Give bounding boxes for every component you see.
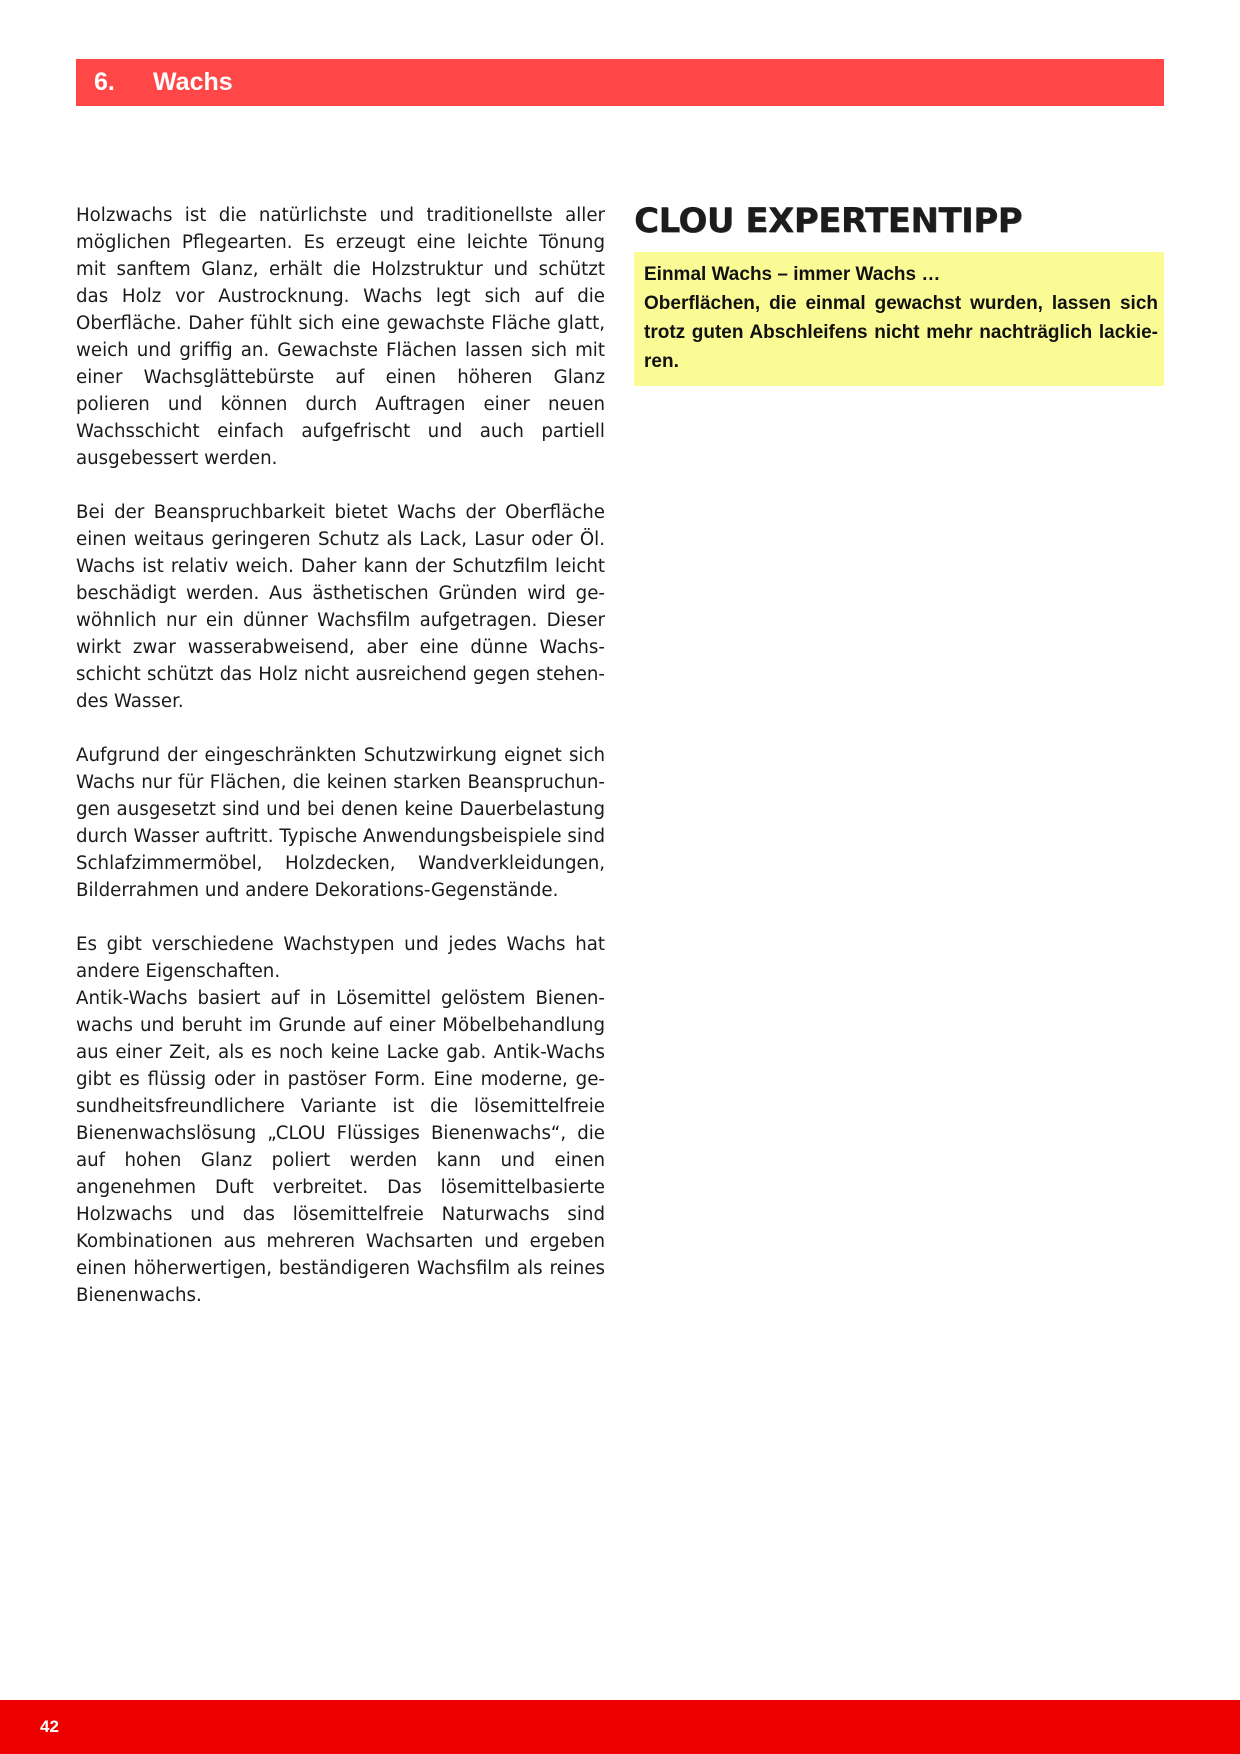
main-text-column — [76, 202, 605, 1336]
body-paragraph: Aufgrund der eingeschränkten Schutzwirkung eignet sich Wachs nur für Flächen, die keinen starken Beanspruchungen ausgesetzt sind und bei denen keine Dauerbelastung durch Wasser auftritt. Typische Anwendungsbeispiele sind Schlafzimmermöbel, Holzdecken, Wandverkleidungen, Bilderrahmen und andere Dekorations-Gegenstände. — [76, 745, 605, 901]
expert-tip-heading: Einmal Wachs – immer Wachs … — [644, 264, 941, 285]
footer-bar — [0, 1700, 1240, 1754]
expert-tip-box — [634, 252, 1164, 386]
section-number: 6. — [94, 68, 115, 96]
body-paragraph: Bei der Beanspruchbarkeit bietet Wachs der Oberfläche einen weitaus geringeren Schutz als Lack, Lasur oder Öl. Wachs ist relativ weich. Daher kann der Schutzfilm leicht beschädigt werden. Aus ästhetischen Gründen wird gewöhnlich nur ein dünner Wachsfilm aufgetragen. Dieser wirkt zwar wasserabweisend, aber eine dünne Wachsschicht schützt das Holz nicht ausreichend gegen stehendes Wasser. — [76, 502, 605, 712]
body-paragraph: Antik-Wachs basiert auf in Lösemittel gelöstem Bienenwachs und beruht im Grunde auf einer Möbelbehandlung aus einer Zeit, als es noch keine Lacke gab. Antik-Wachs gibt es flüssig oder in pastöser Form. Eine moderne, gesundheitsfreundlichere Variante ist die lösemittelfreie Bienenwachslösung „CLOU Flüssiges Bienenwachs“, die auf hohen Glanz poliert werden kann und einen angenehmen Duft verbreitet. Das lösemittelbasierte Holzwachs und das lösemittelfreie Naturwachs sind Kombinationen aus mehreren Wachsarten und ergeben einen höherwertigen, beständigeren Wachsfilm als reines Bienenwachs. — [76, 988, 605, 1306]
expert-tip-column — [634, 200, 1164, 386]
body-paragraph: Es gibt verschiedene Wachstypen und jedes Wachs hat andere Eigenschaften. — [76, 934, 605, 982]
section-title: Wachs — [153, 68, 233, 96]
body-paragraph: Holzwachs ist die natürlichste und traditionellste aller möglichen Pflegearten. Es erzeugt eine leichte Tönung mit sanftem Glanz, erhält die Holzstruktur und schützt das Holz vor Austrocknung. Wachs legt sich auf die Oberfläche. Daher fühlt sich eine gewachste Fläche glatt, weich und griffig an. Gewachste Flächen lassen sich mit einer Wachsglättebürste auf einen höheren Glanz polieren und können durch Auftragen einer neuen Wachsschicht einfach aufgefrischt und auch partiell ausgebessert werden. — [76, 205, 605, 469]
expert-tip-title: CLOU EXPERTENTIPP — [634, 201, 1023, 241]
page-number: 42 — [40, 1717, 59, 1736]
section-header-bar — [76, 59, 1164, 106]
expert-tip-body: Oberflächen, die einmal gewachst wurden, lassen sich trotz guten Abschleifens nicht mehr nachträglich lackieren. — [644, 293, 1158, 372]
